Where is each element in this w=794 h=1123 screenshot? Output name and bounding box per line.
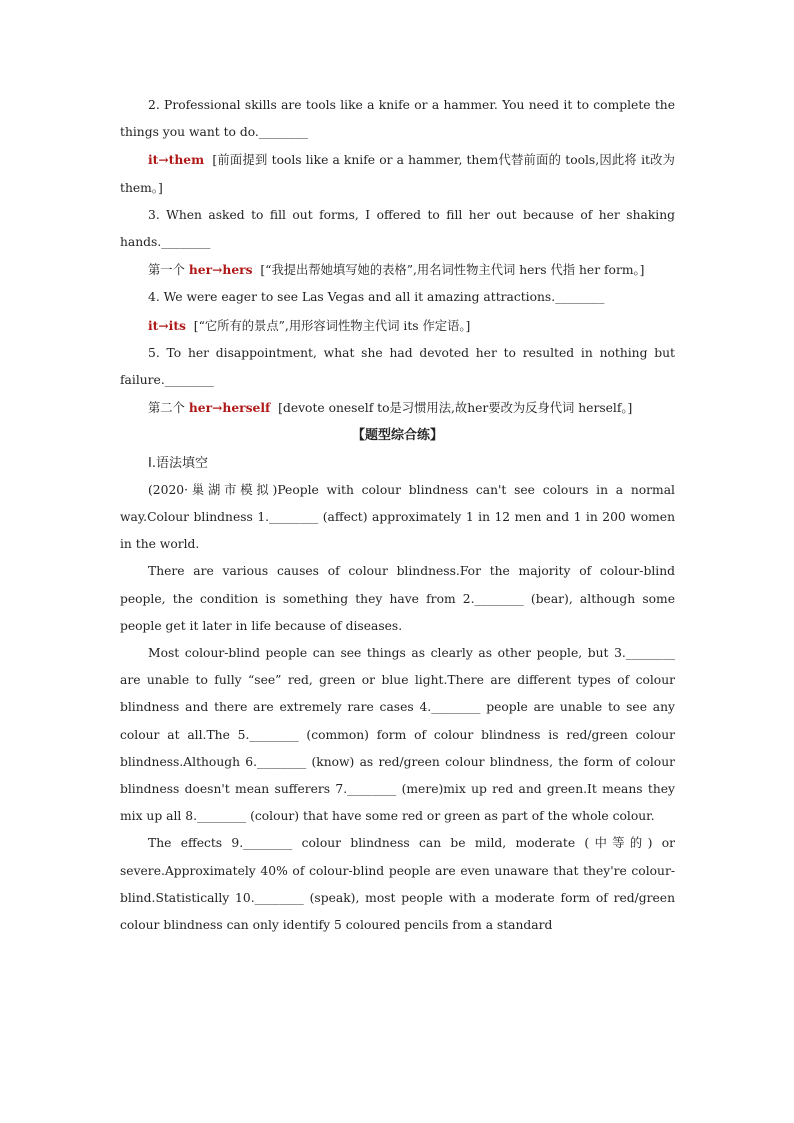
question-item	[120, 340, 675, 423]
explanation-text: [前面提到 tools like a knife or a hammer, them代替前面的 tools,因此将 it改为 them。]	[120, 153, 675, 195]
passage-paragraph: The effects 9.________ colour blindness can be mild, moderate (中等的) or severe.Approximately 40% of colour-blind people are even unaware that they're colour-blind.Statistically 10.________ (speak), most people with a moderate form of red/green colour blindness can only identify 5 coloured pencils from a standard	[120, 836, 675, 933]
subsection-heading: Ⅰ.语法填空	[148, 455, 208, 471]
answer-correction: it→them	[148, 152, 205, 168]
question-text: 3. When asked to fill out forms, I offered to fill her out because of her shaking hands.________	[120, 207, 675, 250]
question-item	[120, 202, 675, 285]
answer-correction: her→herself	[188, 400, 271, 416]
question-item	[120, 92, 675, 202]
answer-explanation	[120, 256, 675, 284]
section-title: 【题型综合练】	[351, 428, 443, 444]
answer-correction: her→hers	[188, 262, 253, 278]
question-item	[120, 284, 675, 339]
passage-paragraph: There are various causes of colour blindness.For the majority of colour-blind people, the condition is something they have from 2.________ (bear), although some people get it later in life because of diseases.	[120, 564, 675, 633]
answer-explanation	[120, 394, 675, 422]
question-text: 2. Professional skills are tools like a knife or a hammer. You need it to complete the things you want to do.________	[120, 98, 675, 140]
question-text: 5. To her disappointment, what she had devoted her to resulted in nothing but failure.________	[120, 345, 675, 388]
answer-prefix: 第二个	[148, 401, 185, 416]
explanation-text: [devote oneself to是习惯用法,故her要改为反身代词 herself。]	[278, 401, 633, 416]
answer-explanation	[120, 312, 675, 340]
question-text: 4. We were eager to see Las Vegas and all it amazing attractions.________	[148, 290, 605, 305]
answer-explanation	[120, 146, 675, 201]
explanation-text: [“它所有的景点”,用形容词性物主代词 its 作定语。]	[193, 318, 471, 333]
answer-prefix: 第一个	[148, 263, 185, 278]
answer-correction: it→its	[148, 317, 186, 333]
explanation-text: [“我提出帮她填写她的表格”,用名词性物主代词 hers 代指 her form。]	[260, 263, 645, 278]
passage-paragraph: (2020·巢湖市模拟)People with colour blindness can't see colours in a normal way.Colour blindness 1.________ (affect) approximately 1 in 12 men and 1 in 200 women in the world.	[120, 482, 675, 552]
document-page	[120, 92, 675, 939]
passage-paragraph: Most colour-blind people can see things as clearly as other people, but 3.________ are unable to fully “see” red, green or blue light.There are different types of colour blindness and there are extremely rare cases 4.________ people are unable to see any colour at all.The 5.________ (common) form of colour blindness is red/green colour blindness.Although 6.________ (know) as red/green colour blindness, the form of colour blindness doesn't mean sufferers 7.________ (mere)mix up red and green.It means they mix up all 8.________ (colour) that have some red or green as part of the whole colour.	[120, 646, 675, 824]
